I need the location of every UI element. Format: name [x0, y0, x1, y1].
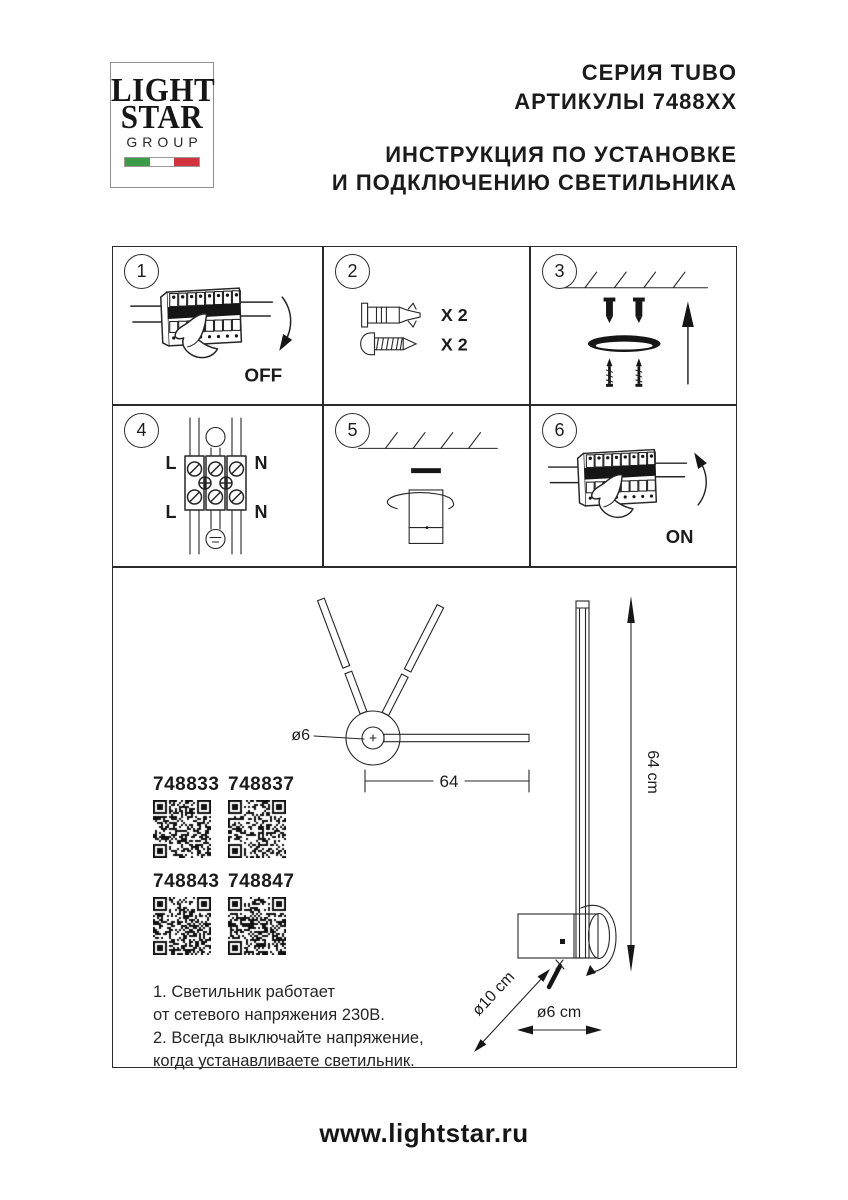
step-number-badge: 3	[542, 254, 577, 289]
line-label-bottom: L	[165, 502, 177, 522]
neutral-label-top: N	[254, 453, 268, 473]
safety-notes	[153, 981, 453, 1073]
articles-title: АРТИКУЛЫ 7488XX	[514, 89, 737, 114]
step-number-badge: 1	[124, 254, 159, 289]
website-url: www.lightstar.ru	[319, 1118, 529, 1148]
article-number: 748847	[228, 871, 295, 892]
step-number-badge: 5	[335, 413, 370, 448]
note-line: 2. Всегда выключайте напряжение,	[153, 1029, 424, 1047]
qr-code	[228, 800, 286, 858]
flag-green	[125, 158, 150, 166]
logo-group: GROUP	[126, 134, 203, 150]
qr-code	[153, 897, 211, 955]
header	[332, 58, 737, 197]
series-title: СЕРИЯ TUBO	[581, 60, 737, 85]
step-number-badge: 4	[124, 413, 159, 448]
line-label-top: L	[165, 453, 177, 473]
step-number-badge: 6	[542, 413, 577, 448]
step-2-hardware	[324, 247, 529, 404]
italian-flag	[124, 157, 200, 167]
flag-white	[150, 158, 175, 166]
article-number: 748833	[153, 774, 220, 795]
article-number: 748837	[228, 774, 295, 795]
instruction-title	[332, 141, 737, 197]
tube-diameter-label: ø6 cm	[536, 1004, 582, 1021]
lightstar-logo	[110, 62, 214, 188]
qr-code	[228, 897, 286, 955]
note-line: когда устанавливаете светильник.	[153, 1052, 415, 1070]
logo-star: STAR	[120, 97, 204, 136]
dowel-qty: X 2	[440, 305, 468, 326]
qr-item	[228, 871, 295, 955]
qr-item	[228, 774, 295, 858]
qr-item	[153, 774, 220, 858]
logo-light: LIGHT	[111, 70, 216, 109]
product-diagram-panel	[113, 568, 735, 1070]
step-1-power-off	[113, 247, 322, 404]
hub-diameter-label: ø6	[291, 727, 310, 744]
qr-code	[153, 800, 211, 858]
off-label: OFF	[244, 365, 283, 387]
arm-length-label: 64	[439, 772, 459, 791]
note-line: 1. Светильник работает	[153, 983, 335, 1001]
step-5-attach-base	[324, 406, 529, 566]
mount-diameter-label: ø10 cm	[469, 968, 519, 1020]
steps-grid	[112, 246, 737, 1068]
on-label: ON	[665, 525, 694, 547]
neutral-label-bottom: N	[254, 502, 268, 522]
height-label: 64 cm	[644, 750, 661, 794]
flag-red	[174, 158, 199, 166]
instruction-line2: И ПОДКЛЮЧЕНИЮ СВЕТИЛЬНИКА	[331, 170, 737, 195]
screw-qty: X 2	[440, 334, 468, 355]
qr-item	[153, 871, 220, 955]
step-6-power-on	[531, 406, 735, 566]
qr-code-block	[153, 774, 303, 955]
step-number-badge: 2	[335, 254, 370, 289]
note-line: от сетевого напряжения 230В.	[153, 1006, 385, 1024]
article-number: 748843	[153, 871, 220, 892]
step-3-mounting	[531, 247, 735, 404]
instruction-line1: ИНСТРУКЦИЯ ПО УСТАНОВКЕ	[385, 142, 737, 167]
step-4-wiring	[113, 406, 322, 566]
